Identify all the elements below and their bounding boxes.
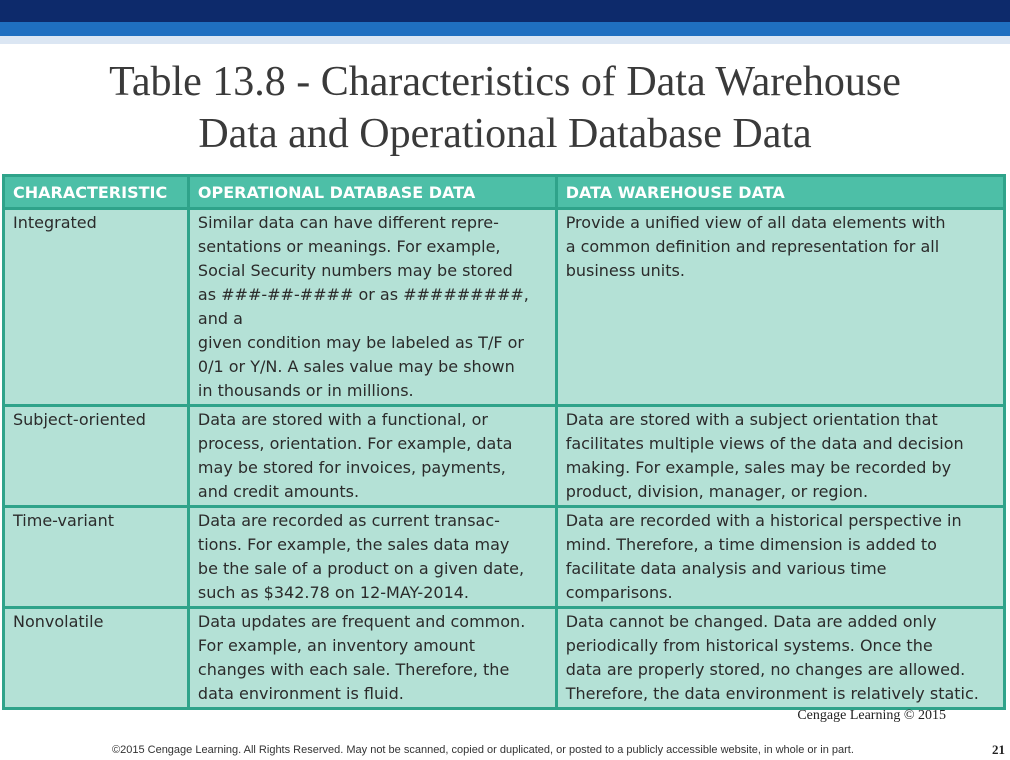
cell-operational	[188, 507, 556, 608]
cell-text-line: Therefore, the data environment is relatively static.	[565, 684, 979, 703]
cell-text-line: making. For example, sales may be recorded by	[565, 458, 952, 477]
cell-text-line: tions. For example, the sales data may	[197, 535, 510, 554]
cell-text-line: Data are stored with a subject orientation that	[565, 410, 938, 429]
cell-text-line: facilitates multiple views of the data and decision	[565, 434, 964, 453]
cell-warehouse	[556, 507, 1004, 608]
cell-text-line: product, division, manager, or region.	[565, 482, 869, 501]
cell-characteristic: Nonvolatile	[4, 608, 189, 709]
cell-text-line: be the sale of a product on a given date,	[197, 559, 525, 578]
cell-text-line: 0/1 or Y/N. A sales value may be shown	[197, 357, 515, 376]
table-row	[4, 507, 1005, 608]
cell-text-line: Similar data can have different repre-	[197, 213, 499, 232]
table-row	[4, 608, 1005, 709]
cell-text-line: may be stored for invoices, payments,	[197, 458, 506, 477]
image-credit: Cengage Learning © 2015	[797, 708, 946, 723]
cell-text-line: mind. Therefore, a time dimension is added to	[565, 535, 937, 554]
table-row	[4, 209, 1005, 406]
cell-text-line: business units.	[565, 261, 685, 280]
cell-operational	[188, 209, 556, 406]
table-row	[4, 406, 1005, 507]
cell-warehouse	[556, 209, 1004, 406]
cell-warehouse	[556, 608, 1004, 709]
cell-text-line: Data updates are frequent and common.	[197, 612, 526, 631]
slide-title-line-2: Data and Operational Database Data	[198, 111, 812, 157]
cell-text-line: in thousands or in millions.	[197, 381, 414, 400]
top-banner-pale	[0, 36, 1010, 44]
cell-text-line: data environment is fluid.	[197, 684, 404, 703]
characteristics-table	[2, 174, 1006, 710]
cell-text-line: as ###-##-#### or as #########, and a	[197, 285, 529, 328]
cell-text-line: Social Security numbers may be stored	[197, 261, 513, 280]
cell-text-line: facilitate data analysis and various time	[565, 559, 887, 578]
cell-text-line: a common definition and representation for all	[565, 237, 940, 256]
cell-characteristic: Time-variant	[4, 507, 189, 608]
cell-text-line: Data cannot be changed. Data are added only	[565, 612, 937, 631]
header-warehouse: DATA WAREHOUSE DATA	[556, 176, 1004, 209]
cell-operational	[188, 406, 556, 507]
cell-text-line: data are properly stored, no changes are allowed.	[565, 660, 966, 679]
header-characteristic: CHARACTERISTIC	[4, 176, 189, 209]
cell-text-line: changes with each sale. Therefore, the	[197, 660, 510, 679]
cell-text-line: sentations or meanings. For example,	[197, 237, 501, 256]
header-operational: OPERATIONAL DATABASE DATA	[188, 176, 556, 209]
cell-text-line: such as $342.78 on 12-MAY-2014.	[197, 583, 470, 602]
cell-text-line: Provide a unified view of all data elements with	[565, 213, 946, 232]
cell-text-line: process, orientation. For example, data	[197, 434, 513, 453]
cell-operational	[188, 608, 556, 709]
top-banner-dark	[0, 0, 1010, 22]
top-banner-light	[0, 22, 1010, 36]
cell-text-line: Data are recorded with a historical perspective in	[565, 511, 962, 530]
slide-title	[0, 56, 1010, 160]
table-header-row	[4, 176, 1005, 209]
slide-title-line-1: Table 13.8 - Characteristics of Data Warehouse	[109, 59, 901, 105]
cell-text-line: Data are recorded as current transac-	[197, 511, 500, 530]
cell-warehouse	[556, 406, 1004, 507]
cell-text-line: comparisons.	[565, 583, 673, 602]
cell-text-line: For example, an inventory amount	[197, 636, 476, 655]
cell-text-line: given condition may be labeled as T/F or	[197, 333, 524, 352]
cell-characteristic: Subject-oriented	[4, 406, 189, 507]
cell-text-line: Data are stored with a functional, or	[197, 410, 488, 429]
cell-text-line: periodically from historical systems. Once the	[565, 636, 933, 655]
cell-text-line: and credit amounts.	[197, 482, 360, 501]
copyright-footer: ©2015 Cengage Learning. All Rights Reserved. May not be scanned, copied or duplicated, or posted to a publicly accessible website, in whole or in part.	[112, 744, 854, 756]
page-number: 21	[992, 742, 1005, 757]
cell-characteristic: Integrated	[4, 209, 189, 406]
